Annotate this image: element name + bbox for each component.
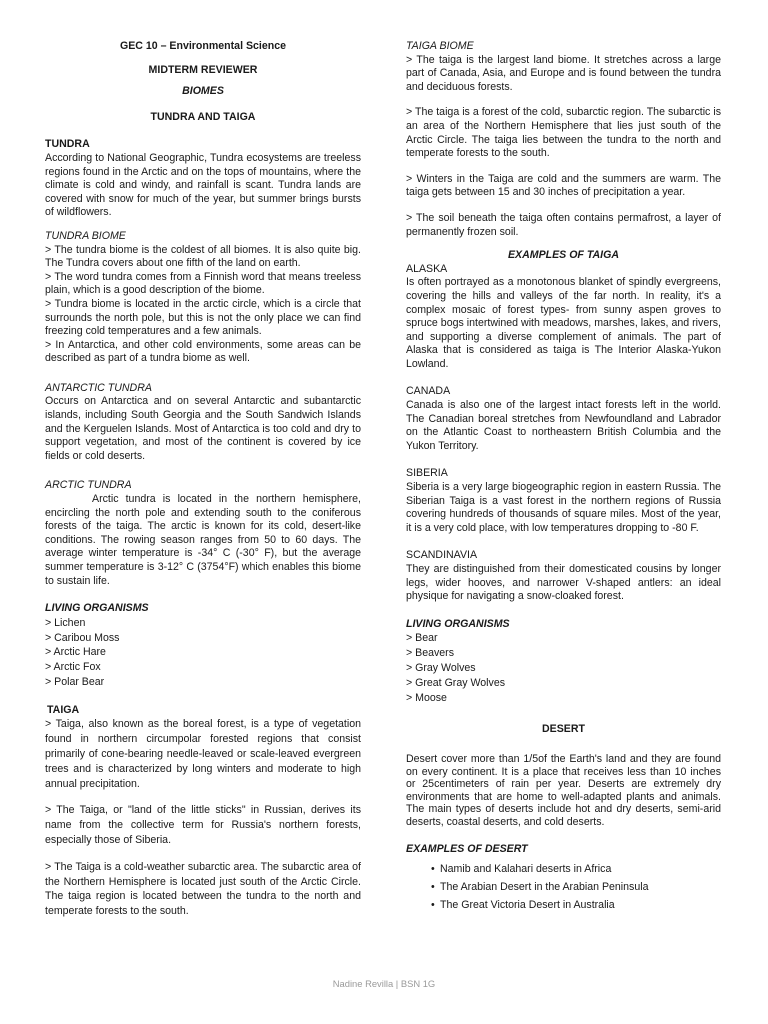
tundra-biome-point: > Tundra biome is located in the arctic circle, which is a circle that surrounds the north pole, but this is not the only place we can find freezing cold temperatures and a few animals. xyxy=(45,297,361,338)
antarctic-tundra-text: Occurs on Antarctica and on several Antarctic and subantarctic islands, including South Georgia and the South Sandwich Islands and the Kerguelen Islands. Most of Antarctica is too cold and dry to support vegetation, and most of the continent is covered by ice fields or cold deserts. xyxy=(45,395,361,462)
tundra-organisms-heading: LIVING ORGANISMS xyxy=(45,602,149,615)
tundra-biome-point: > The word tundra comes from a Finnish word that means treeless plain, which is a good description of the biome. xyxy=(45,270,361,297)
example-text-siberia: Siberia is a very large biogeographic region in eastern Russia. The Siberian Taiga is a vast forest in the northern regions of Russia covering hundreds of thousands of square miles. Most of the year, it is a very cold place, with low temperatures dropping to -80 F. xyxy=(406,481,721,534)
taiga-point: > The Taiga, or "land of the little sticks" in Russian, derives its name from the collective term for Russia's northern forests, especially those of Siberia. xyxy=(45,804,361,846)
taiga-biome-heading: TAIGA BIOME xyxy=(406,40,474,52)
antarctic-tundra-heading: ANTARCTIC TUNDRA xyxy=(45,381,152,394)
list-item: • Namib and Kalahari deserts in Africa xyxy=(440,860,721,878)
taiga-point: > The Taiga is a cold-weather subarctic area. The subarctic area of the Northern Hemisphere is located just south of the Arctic Circle. The taiga region is located between the tundra to the north and temperate forests to the south. xyxy=(45,860,361,918)
list-item: > Moose xyxy=(406,691,447,704)
left-column xyxy=(45,40,361,919)
list-item: • The Great Victoria Desert in Australia xyxy=(440,896,721,914)
list-item: > Caribou Moss xyxy=(45,631,120,644)
arctic-tundra-heading: ARCTIC TUNDRA xyxy=(45,479,132,492)
example-text-scandinavia: They are distinguished from their domesticated cousins by longer legs, wider hooves, and narrower V-shaped antlers: an ideal physique for navigating a snow-cloaked forest. xyxy=(406,563,721,603)
desert-text: Desert cover more than 1/5of the Earth's land and they are found on every continent. It is a place that receives less than 10 inches or 25centimeters of rain per year. Deserts are extremely dry environments that are home to well-adapted plants and animals. The main types of deserts include hot and dry deserts, semi-arid deserts, coastal deserts, and cold deserts. xyxy=(406,752,721,828)
list-item: > Arctic Hare xyxy=(45,646,106,659)
taiga-biome-point: > The soil beneath the taiga often contains permafrost, a layer of permanently frozen soil. xyxy=(406,211,721,238)
list-item: > Gray Wolves xyxy=(406,661,476,674)
example-text-alaska: Is often portrayed as a monotonous blanket of spindly evergreens, covering the hills and valleys of the far north. In reality, it's a complex mosaic of forest types- from sunny aspen groves to spruce bogs intertwined with meadows, marshes, lakes, and rivers, and supporting a diverse complement of animals. The part of Alaska that is considered as taiga is The Interior Alaska-Yukon Lowland. xyxy=(406,276,721,370)
list-item: > Polar Bear xyxy=(45,675,105,688)
tundra-organisms-list xyxy=(45,616,361,690)
tundra-intro: According to National Geographic, Tundra ecosystems are treeless regions found in the Arctic and on the tops of mountains, where the climate is cold and windy, and rainfall is scant. Tundra lands are covered with snow for much of the year, but summer brings bursts of wildflowers. xyxy=(45,151,361,219)
list-item: > Beavers xyxy=(406,647,454,660)
taiga-biome-point: > The taiga is a forest of the cold, subarctic region. The subarctic is an area of the Northern Hemisphere that lies just south of the Arctic Circle. The taiga lies between the tundra to the north and temperate forests to the south. xyxy=(406,106,721,160)
desert-heading: DESERT xyxy=(542,723,585,736)
list-item: > Lichen xyxy=(45,616,86,629)
example-name-alaska: ALASKA xyxy=(406,262,448,275)
desert-examples-list xyxy=(406,860,721,914)
taiga-biome-point: > The taiga is the largest land biome. It stretches across a large part of Canada, Asia, and Europe and is found between the tundra and deciduous forests. xyxy=(406,53,721,93)
tundra-biome-heading: TUNDRA BIOME xyxy=(45,229,126,242)
example-text-canada: Canada is also one of the largest intact forests left in the world. The Canadian boreal stretches from Newfoundland and Labrador on the Atlantic Coast to northeastern British Columbia and the Yukon Territory. xyxy=(406,399,721,452)
right-column xyxy=(406,40,721,914)
section-title: TUNDRA AND TAIGA xyxy=(150,110,256,123)
tundra-biome-point: > The tundra biome is the coldest of all biomes. It is also quite big. The Tundra covers about one fifth of the land on earth. xyxy=(45,243,361,270)
taiga-examples-heading: EXAMPLES OF TAIGA xyxy=(507,249,620,262)
list-item: > Great Gray Wolves xyxy=(406,676,506,689)
page-footer: Nadine Revilla | BSN 1G xyxy=(332,978,436,989)
topic-title: BIOMES xyxy=(182,85,224,98)
taiga-biome-point: > Winters in the Taiga are cold and the summers are warm. The taiga gets between 15 and 30 inches of precipitation a year. xyxy=(406,172,721,199)
arctic-tundra-text: Arctic tundra is located in the northern hemisphere, encircling the north pole and extending south to the coniferous forests of the taiga. The arctic is known for its cold, desert-like conditions. The rowing season ranges from 50 to 60 days. The average winter temperature is -34° C (-30° F), but the average summer temperature is 3-12° C (3754°F) which enables this biome to sustain life. xyxy=(45,493,361,587)
tundra-heading: TUNDRA xyxy=(45,138,90,151)
list-item: > Arctic Fox xyxy=(45,661,101,674)
tundra-biome-point: > In Antarctica, and other cold environments, some areas can be described as part of a tundra biome as well. xyxy=(45,338,361,365)
taiga-organisms-list xyxy=(406,631,721,705)
course-title: GEC 10 – Environmental Science xyxy=(119,40,287,52)
taiga-point: > Taiga, also known as the boreal forest, is a type of vegetation found in northern circumpolar forested regions that consist primarily of cone-bearing needle-leaved or scale-leaved evergreen trees and is characterized by long winters and moderate to high annual precipitation. xyxy=(45,718,361,790)
desert-examples-heading: EXAMPLES OF DESERT xyxy=(406,842,528,855)
taiga-organisms-heading: LIVING ORGANISMS xyxy=(406,617,510,630)
example-name-scandinavia: SCANDINAVIA xyxy=(406,549,478,562)
reviewer-title: MIDTERM REVIEWER xyxy=(148,63,258,76)
list-item: • The Arabian Desert in the Arabian Peninsula xyxy=(440,878,721,896)
example-name-siberia: SIBERIA xyxy=(406,467,448,480)
taiga-heading: TAIGA xyxy=(47,703,80,716)
list-item: > Bear xyxy=(406,632,438,645)
example-name-canada: CANADA xyxy=(406,385,451,398)
